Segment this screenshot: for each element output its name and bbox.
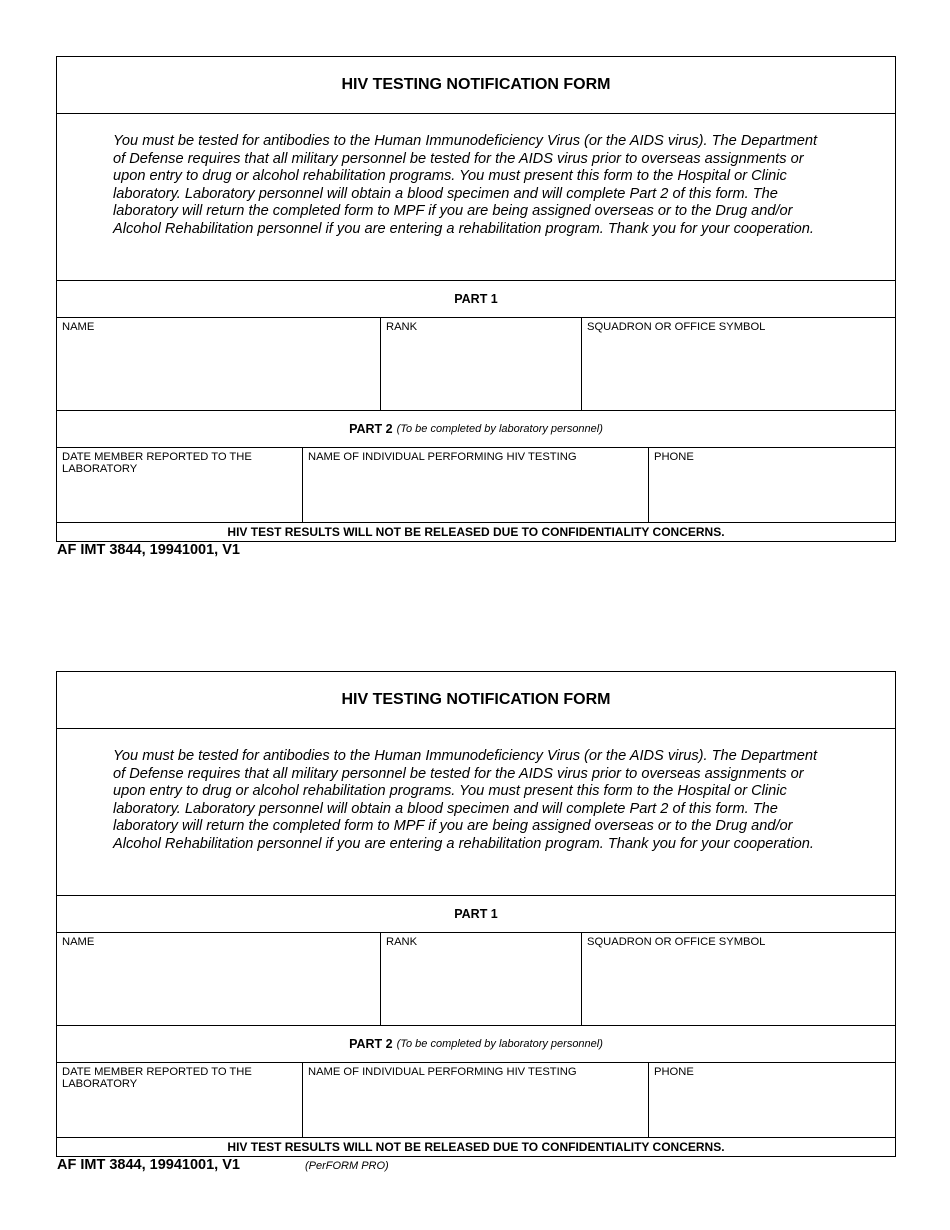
date-reported-label: DATE MEMBER REPORTED TO THE LABORATORY [62, 1066, 252, 1090]
confidentiality-notice: HIV TEST RESULTS WILL NOT BE RELEASED DUE TO CONFIDENTIALITY CONCERNS. [227, 525, 725, 539]
part1-heading [57, 896, 895, 933]
software-note: (PerFORM PRO) [305, 1160, 389, 1172]
squadron-label: SQUADRON OR OFFICE SYMBOL [587, 321, 766, 333]
name-label: NAME [62, 321, 95, 333]
part2-heading-label: PART 2 [349, 422, 393, 436]
form-number: AF IMT 3844, 19941001, V1 [57, 1157, 240, 1173]
phone-label: PHONE [654, 451, 694, 463]
part2-heading-label: PART 2 [349, 1037, 393, 1051]
instructions-text: You must be tested for antibodies to the Human Immunodeficiency Virus (or the AIDS virus). The Department of Defense requires that all military personnel be tested for the AIDS virus prior to overseas assignments or upon entry to drug or alcohol rehabilitation programs. You must present this form to the Hospital or Clinic laboratory. Laboratory personnel will obtain a blood specimen and will complete Part 2 of this form. The laboratory will return the completed form to MPF if you are being assigned overseas or to the Drug and/or Alcohol Rehabilitation personnel if you are entering a rehabilitation program. Thank you for your cooperation. [57, 729, 895, 896]
tester-name-label: NAME OF INDIVIDUAL PERFORMING HIV TESTING [308, 451, 577, 463]
phone-label: PHONE [654, 1066, 694, 1078]
date-reported-field[interactable] [57, 448, 303, 522]
part2-fields [57, 1063, 895, 1138]
hiv-form-bottom [56, 671, 896, 1157]
form-title: HIV TESTING NOTIFICATION FORM [57, 57, 895, 114]
date-reported-label: DATE MEMBER REPORTED TO THE LABORATORY [62, 451, 252, 475]
name-label: NAME [62, 936, 95, 948]
part1-heading-label: PART 1 [454, 907, 498, 921]
part2-fields [57, 448, 895, 523]
instructions-text: You must be tested for antibodies to the Human Immunodeficiency Virus (or the AIDS virus). The Department of Defense requires that all military personnel be tested for the AIDS virus prior to overseas assignments or upon entry to drug or alcohol rehabilitation programs. You must present this form to the Hospital or Clinic laboratory. Laboratory personnel will obtain a blood specimen and will complete Part 2 of this form. The laboratory will return the completed form to MPF if you are being assigned overseas or to the Drug and/or Alcohol Rehabilitation personnel if you are entering a rehabilitation program. Thank you for your cooperation. [57, 114, 895, 281]
part2-note: (To be completed by laboratory personnel) [396, 1038, 603, 1050]
tester-name-field[interactable] [303, 448, 649, 522]
rank-field[interactable] [381, 933, 582, 1025]
squadron-label: SQUADRON OR OFFICE SYMBOL [587, 936, 766, 948]
tester-name-label: NAME OF INDIVIDUAL PERFORMING HIV TESTING [308, 1066, 577, 1078]
part1-heading-label: PART 1 [454, 292, 498, 306]
rank-label: RANK [386, 321, 418, 333]
part2-heading [57, 411, 895, 448]
part2-heading [57, 1026, 895, 1063]
form-title: HIV TESTING NOTIFICATION FORM [57, 672, 895, 729]
part1-heading [57, 281, 895, 318]
rank-field[interactable] [381, 318, 582, 410]
part1-fields [57, 933, 895, 1026]
rank-label: RANK [386, 936, 418, 948]
form-number: AF IMT 3844, 19941001, V1 [57, 542, 240, 558]
part1-fields [57, 318, 895, 411]
squadron-field[interactable] [582, 318, 895, 410]
hiv-form-top [56, 56, 896, 542]
name-field[interactable] [57, 318, 381, 410]
phone-field[interactable] [649, 448, 895, 522]
phone-field[interactable] [649, 1063, 895, 1137]
squadron-field[interactable] [582, 933, 895, 1025]
confidentiality-notice: HIV TEST RESULTS WILL NOT BE RELEASED DUE TO CONFIDENTIALITY CONCERNS. [227, 1140, 725, 1154]
date-reported-field[interactable] [57, 1063, 303, 1137]
name-field[interactable] [57, 933, 381, 1025]
tester-name-field[interactable] [303, 1063, 649, 1137]
part2-note: (To be completed by laboratory personnel) [396, 423, 603, 435]
